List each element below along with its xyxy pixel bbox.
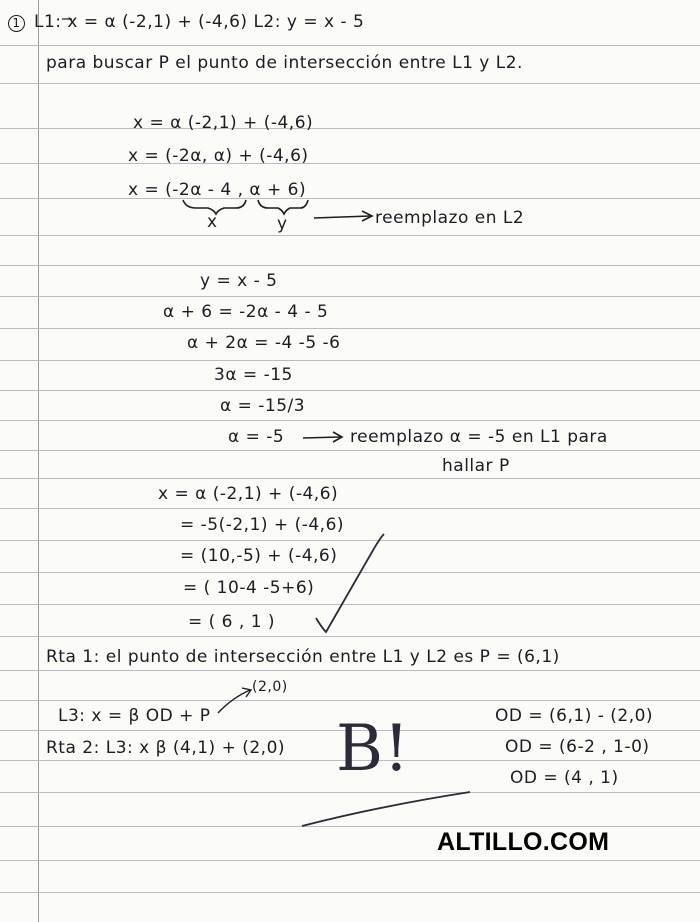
header-line-2: para buscar P el punto de intersección entre L1 y L2. (46, 53, 523, 73)
solve-step-4: 3α = -15 (214, 365, 293, 385)
param-eq-2: x = (-2α, α) + (-4,6) (128, 146, 309, 166)
l3-point-label: (2,0) (252, 679, 288, 695)
p-arrow (218, 690, 250, 713)
solve-step-1: y = x - 5 (200, 271, 278, 291)
solve-step-6-note-2: hallar P (442, 456, 510, 476)
param-eq-1: x = α (-2,1) + (-4,6) (133, 113, 314, 133)
solve-step-6-note: reemplazo α = -5 en L1 para (350, 427, 608, 447)
x-brace (183, 200, 246, 214)
y-brace (258, 200, 308, 214)
point-step-5: = ( 6 , 1 ) (188, 612, 276, 632)
param-eq-3: x = (-2α - 4 , α + 6) (128, 180, 307, 200)
od-step-3: OD = (4 , 1) (510, 768, 619, 788)
check-mark (316, 534, 384, 632)
replace-arrow (314, 216, 370, 218)
point-step-1: x = α (-2,1) + (-4,6) (158, 484, 339, 504)
header-line-1: L1: x = α (-2,1) + (-4,6) L2: y = x - 5 (34, 12, 365, 32)
grade-mark: B! (336, 712, 410, 786)
solve-step-5: α = -15/3 (220, 396, 306, 416)
x-component-label: x (207, 212, 218, 232)
y-component-label: y (277, 214, 288, 234)
od-step-2: OD = (6-2 , 1-0) (505, 737, 650, 757)
answer-1: Rta 1: el punto de intersección entre L1 y L2 es P = (6,1) (46, 647, 560, 667)
point-step-3: = (10,-5) + (-4,6) (180, 546, 338, 566)
point-step-2: = -5(-2,1) + (-4,6) (180, 515, 345, 535)
alpha-arrow (303, 437, 340, 438)
l3-equation: L3: x = β OD + P (58, 706, 211, 726)
solve-step-3: α + 2α = -4 -5 -6 (187, 333, 341, 353)
solve-step-6: α = -5 (228, 427, 285, 447)
answer-2: Rta 2: L3: x β (4,1) + (2,0) (46, 738, 286, 758)
problem-number: 1 (8, 12, 25, 32)
watermark: ALTILLO.COM (437, 828, 610, 856)
replace-note: reemplazo en L2 (375, 208, 525, 228)
od-step-1: OD = (6,1) - (2,0) (495, 706, 654, 726)
solve-step-2: α + 6 = -2α - 4 - 5 (163, 302, 329, 322)
grade-underline (302, 792, 470, 826)
point-step-4: = ( 10-4 -5+6) (183, 578, 315, 598)
